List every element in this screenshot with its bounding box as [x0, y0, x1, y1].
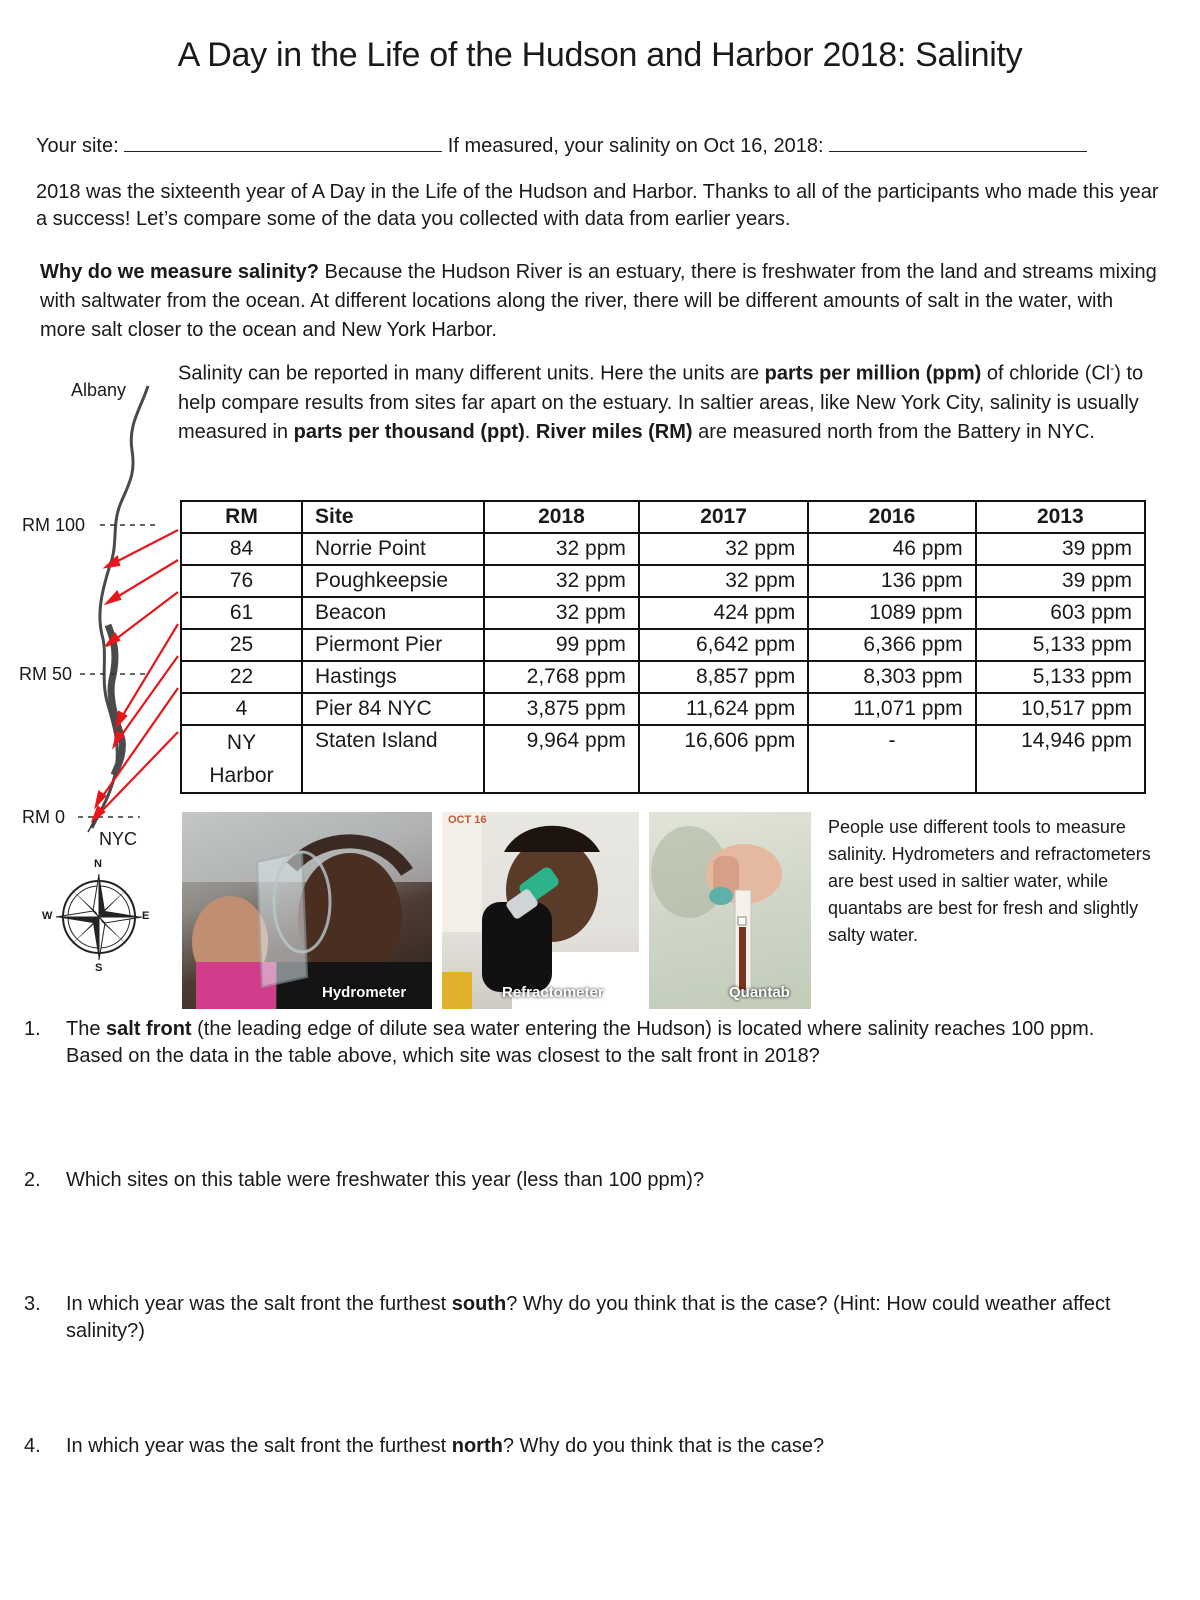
- question-number: 4.: [24, 1435, 41, 1457]
- question-text: In which year was the salt front the furthest: [66, 1435, 452, 1457]
- salinity-table: [180, 500, 1146, 794]
- header-rm: RM: [181, 501, 302, 533]
- cell-value: 6,366 ppm: [808, 629, 975, 661]
- cell-site: Pier 84 NYC: [302, 693, 484, 725]
- question-number: 2.: [24, 1169, 41, 1191]
- measured-salinity-blank[interactable]: [829, 133, 1087, 152]
- question-number: 1.: [24, 1018, 41, 1040]
- table-row: [181, 629, 1145, 661]
- units-text-1: Salinity can be reported in many different units. Here the units are: [178, 362, 765, 385]
- cell-value: 5,133 ppm: [976, 661, 1145, 693]
- units-text-2: of chloride (Cl: [981, 362, 1111, 385]
- cell-rm: 4: [181, 693, 302, 725]
- rm100-label: RM 100: [22, 515, 86, 535]
- cell-site: Norrie Point: [302, 533, 484, 565]
- quantab-caption: Quantab: [729, 984, 790, 1001]
- hydrometer-caption: Hydrometer: [322, 984, 407, 1001]
- rm50-label: RM 50: [19, 664, 73, 684]
- table-row: [181, 693, 1145, 725]
- question-number: 3.: [24, 1293, 41, 1315]
- header-2018: 2018: [484, 501, 639, 533]
- quantab-photo: [649, 812, 811, 1009]
- hydrometer-illustration: [182, 812, 432, 1009]
- compass-rose-icon: [44, 862, 154, 972]
- tools-paragraph: People use different tools to measure salinity. Hydrometers and refractometers are best used in saltier water, while quantabs are best for fresh and slightly salty water.: [828, 817, 1151, 945]
- why-paragraph: [40, 258, 1160, 345]
- cell-value: 424 ppm: [639, 597, 808, 629]
- cell-value: 99 ppm: [484, 629, 639, 661]
- header-2016: 2016: [808, 501, 975, 533]
- refractometer-caption: Refractometer: [502, 984, 604, 1001]
- question-1: [24, 1016, 1144, 1070]
- cell-site: Poughkeepsie: [302, 565, 484, 597]
- refractometer-illustration: [442, 812, 639, 1009]
- cell-value: 9,964 ppm: [484, 725, 639, 793]
- units-bold-ppm: parts per million (ppm): [764, 362, 982, 385]
- cell-value: 32 ppm: [639, 565, 808, 597]
- cell-value: 39 ppm: [976, 533, 1145, 565]
- site-line: [36, 133, 1087, 160]
- question-text: ? Why do you think that is the case? (Hint: How could weather affect salinity?): [66, 1293, 1111, 1342]
- cell-value: 46 ppm: [808, 533, 975, 565]
- cell-site: Hastings: [302, 661, 484, 693]
- cell-value: 39 ppm: [976, 565, 1145, 597]
- table-row: [181, 597, 1145, 629]
- cell-site: Staten Island: [302, 725, 484, 793]
- question-text: ? Why do you think that is the case?: [502, 1435, 825, 1457]
- cell-value: 10,517 ppm: [976, 693, 1145, 725]
- table-row: [181, 661, 1145, 693]
- question-text: Which sites on this table were freshwater this year (less than 100 ppm)?: [66, 1169, 705, 1191]
- question-2: [24, 1167, 1144, 1194]
- cell-value: 603 ppm: [976, 597, 1145, 629]
- cell-value: 136 ppm: [808, 565, 975, 597]
- header-site: Site: [302, 501, 484, 533]
- cell-value: -: [808, 725, 975, 793]
- quantab-illustration: [649, 812, 811, 1009]
- header-2017: 2017: [639, 501, 808, 533]
- measured-salinity-label: If measured, your salinity on Oct 16, 2018:: [447, 135, 824, 157]
- table-row: [181, 533, 1145, 565]
- table-row: [181, 565, 1145, 597]
- cell-value: 11,624 ppm: [639, 693, 808, 725]
- units-text-3: ) to help compare results from sites far apart on the estuary. In saltier areas, like New York City, salinity is usually measured in: [178, 362, 1144, 443]
- units-superscript: -: [1110, 361, 1115, 375]
- cell-value: 16,606 ppm: [639, 725, 808, 793]
- why-heading: Why do we measure salinity?: [40, 261, 319, 283]
- cell-rm: 76: [181, 565, 302, 597]
- compass-n: N: [94, 858, 102, 870]
- cell-rm: 22: [181, 661, 302, 693]
- question-bold: south: [451, 1293, 507, 1315]
- cell-value: 32 ppm: [484, 533, 639, 565]
- intro-paragraph: 2018 was the sixteenth year of A Day in the Life of the Hudson and Harbor. Thanks to all of the participants who made this year a success! Let’s compare some of the data you collected with data from earlier years.: [36, 181, 1159, 230]
- cell-value: 8,303 ppm: [808, 661, 975, 693]
- question-bold: salt front: [106, 1018, 192, 1040]
- cell-site: Piermont Pier: [302, 629, 484, 661]
- table-row: [181, 725, 1145, 793]
- site-arrows: [93, 530, 178, 820]
- cell-value: 32 ppm: [484, 597, 639, 629]
- cell-rm: 25: [181, 629, 302, 661]
- cell-rm: 61: [181, 597, 302, 629]
- units-bold-ppt: parts per thousand (ppt): [293, 420, 525, 443]
- rm0-label: RM 0: [22, 807, 66, 827]
- units-paragraph: [178, 354, 1168, 447]
- question-text: (the leading edge of dilute sea water entering the Hudson) is located where salinity reaches 100 ppm. Based on the data in the table above, which site was closest to the salt front in 2018?: [66, 1018, 1095, 1067]
- units-text-4: .: [524, 420, 536, 443]
- compass-s: S: [95, 962, 103, 974]
- sign-text: OCT 16: [448, 814, 487, 826]
- question-text: In which year was the salt front the furthest: [66, 1293, 452, 1315]
- cell-value: 1089 ppm: [808, 597, 975, 629]
- question-bold: north: [451, 1435, 503, 1457]
- hudson-river-wide-section: [108, 625, 122, 775]
- cell-value: 11,071 ppm: [808, 693, 975, 725]
- cell-rm: 84: [181, 533, 302, 565]
- question-3: [24, 1291, 1144, 1345]
- cell-site: Beacon: [302, 597, 484, 629]
- units-text-5: are measured north from the Battery in NYC.: [692, 420, 1095, 443]
- cell-value: 3,875 ppm: [484, 693, 639, 725]
- cell-value: 6,642 ppm: [639, 629, 808, 661]
- compass-e: E: [142, 910, 150, 922]
- cell-value: 2,768 ppm: [484, 661, 639, 693]
- cell-value: 32 ppm: [639, 533, 808, 565]
- units-bold-rm: River miles (RM): [535, 420, 693, 443]
- refractometer-photo: [442, 812, 639, 1009]
- cell-value: 5,133 ppm: [976, 629, 1145, 661]
- compass-w: W: [42, 910, 53, 922]
- page-title: A Day in the Life of the Hudson and Harbor 2018: Salinity: [177, 36, 1023, 74]
- cell-rm: NY Harbor: [181, 725, 302, 793]
- question-4: [24, 1433, 1144, 1460]
- cell-value: 14,946 ppm: [976, 725, 1145, 793]
- albany-label: Albany: [71, 380, 127, 400]
- your-site-label: Your site:: [36, 135, 119, 157]
- cell-value: 8,857 ppm: [639, 661, 808, 693]
- why-text: Because the Hudson River is an estuary, there is freshwater from the land and streams mixing with saltwater from the ocean. At different locations along the river, there will be different amounts of salt in the water, with more salt closer to the ocean and New York Harbor.: [40, 261, 1157, 341]
- cell-value: 32 ppm: [484, 565, 639, 597]
- hydrometer-photo: [182, 812, 432, 1009]
- nyc-label: NYC: [99, 829, 138, 849]
- table-header-row: [181, 501, 1145, 533]
- your-site-blank[interactable]: [124, 133, 442, 152]
- question-text: The: [66, 1018, 107, 1040]
- header-2013: 2013: [976, 501, 1145, 533]
